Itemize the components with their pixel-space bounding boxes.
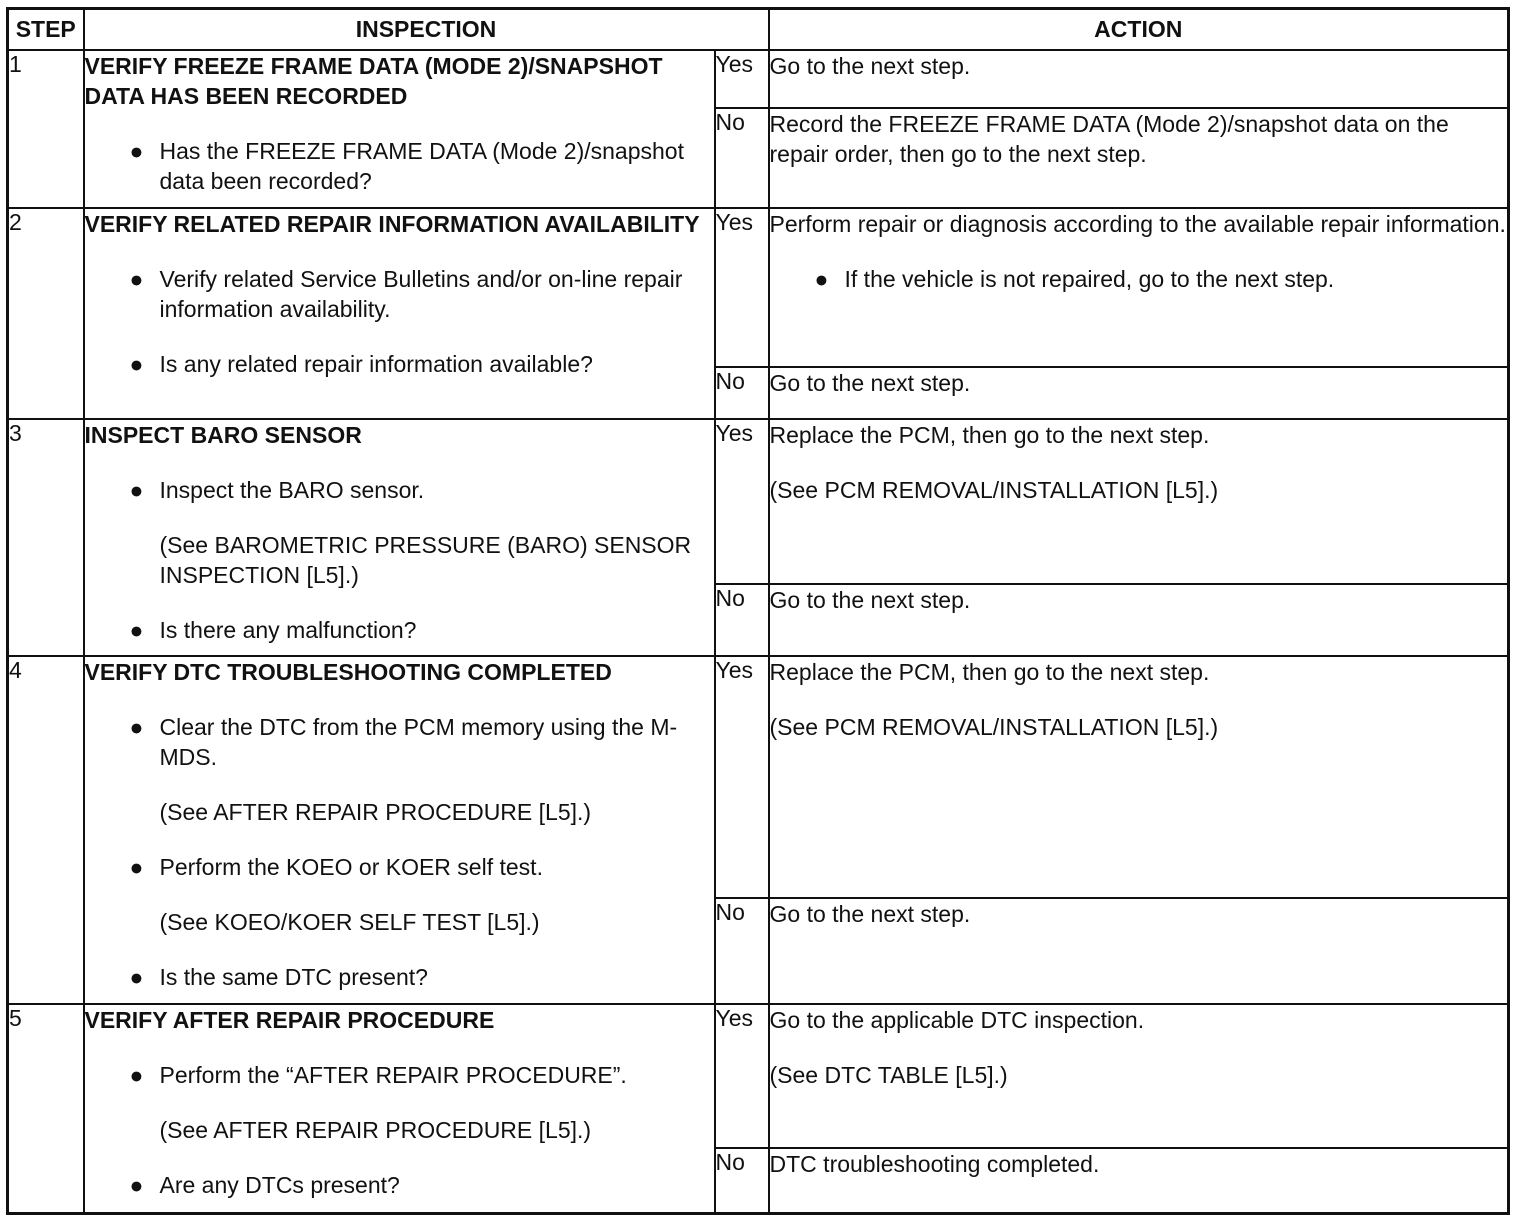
inspection-reference: (See AFTER REPAIR PROCEDURE [L5].) <box>159 1117 592 1143</box>
inspection-cell <box>84 656 715 1004</box>
bullet-dot-icon: ● <box>129 138 144 164</box>
no-action-cell <box>769 584 1509 656</box>
inspection-reference: (See AFTER REPAIR PROCEDURE [L5].) <box>159 799 592 825</box>
inspection-bullet <box>85 475 714 505</box>
no-action-text: Go to the next step. <box>769 587 971 613</box>
inspection-bullet-text: Perform the KOEO or KOER self test. <box>159 854 543 880</box>
inspection-bullet-text: Has the FREEZE FRAME DATA (Mode 2)/snapshot data been recorded? <box>159 138 684 194</box>
yes-action-cell <box>769 50 1509 108</box>
inspection-title: INSPECT BARO SENSOR <box>84 422 362 448</box>
no-action-text: DTC troubleshooting completed. <box>769 1151 1100 1177</box>
bullet-dot-icon: ● <box>129 964 144 990</box>
table-body <box>8 50 1509 1213</box>
yes-action-text: Perform repair or diagnosis according to the available repair information. <box>769 211 1506 237</box>
yes-action-cell <box>769 419 1509 584</box>
inspection-bullet <box>85 264 714 324</box>
no-action-text: Record the FREEZE FRAME DATA (Mode 2)/snapshot data on the repair order, then go to the next step. <box>769 111 1449 167</box>
inspection-bullet <box>85 349 714 379</box>
yes-action-text: Go to the next step. <box>769 53 971 79</box>
inspection-cell <box>84 419 715 656</box>
yes-action-bullet-text: If the vehicle is not repaired, go to the next step. <box>844 266 1335 292</box>
inspection-bullet <box>85 1170 714 1200</box>
inspection-bullet <box>85 962 714 992</box>
header-step: STEP <box>8 9 84 51</box>
yes-action-text: Replace the PCM, then go to the next step. <box>769 422 1210 448</box>
yes-label: Yes <box>715 656 769 898</box>
yes-label: Yes <box>715 419 769 584</box>
step-number: 2 <box>8 208 84 419</box>
inspection-bullet <box>85 136 714 196</box>
inspection-bullet-text: Perform the “AFTER REPAIR PROCEDURE”. <box>159 1062 627 1088</box>
yes-action-bullet <box>770 264 1508 294</box>
no-label: No <box>715 898 769 1004</box>
yes-action-reference: (See PCM REMOVAL/INSTALLATION [L5].) <box>769 714 1219 740</box>
no-action-cell <box>769 108 1509 208</box>
yes-action-cell <box>769 208 1509 367</box>
bullet-dot-icon: ● <box>129 1172 144 1198</box>
inspection-bullet-text: Is any related repair information available? <box>159 351 593 377</box>
no-label: No <box>715 108 769 208</box>
step-number: 4 <box>8 656 84 1004</box>
inspection-bullet <box>85 852 714 882</box>
diagnostic-table <box>6 7 1510 1215</box>
bullet-dot-icon: ● <box>129 477 144 503</box>
no-label: No <box>715 584 769 656</box>
no-action-text: Go to the next step. <box>769 370 971 396</box>
inspection-title: VERIFY FREEZE FRAME DATA (MODE 2)/SNAPSHOT DATA HAS BEEN RECORDED <box>84 53 663 109</box>
inspection-cell <box>84 208 715 419</box>
bullet-dot-icon: ● <box>129 1062 144 1088</box>
inspection-cell <box>84 1004 715 1213</box>
header-action: ACTION <box>769 9 1509 51</box>
bullet-dot-icon: ● <box>129 714 144 740</box>
yes-label: Yes <box>715 1004 769 1148</box>
inspection-reference: (See KOEO/KOER SELF TEST [L5].) <box>159 909 540 935</box>
inspection-title: VERIFY DTC TROUBLESHOOTING COMPLETED <box>84 659 612 685</box>
table-row <box>8 419 1509 584</box>
table-row <box>8 656 1509 898</box>
step-number: 1 <box>8 50 84 208</box>
inspection-bullet-text: Is the same DTC present? <box>159 964 428 990</box>
yes-action-text: Replace the PCM, then go to the next step. <box>769 659 1210 685</box>
header-row <box>8 9 1509 51</box>
yes-action-cell <box>769 1004 1509 1148</box>
inspection-title: VERIFY RELATED REPAIR INFORMATION AVAILABILITY <box>84 211 700 237</box>
inspection-bullet-text: Inspect the BARO sensor. <box>159 477 425 503</box>
inspection-bullet-text: Are any DTCs present? <box>159 1172 400 1198</box>
step-number: 3 <box>8 419 84 656</box>
bullet-dot-icon: ● <box>129 617 144 643</box>
inspection-reference: (See BAROMETRIC PRESSURE (BARO) SENSOR INSPECTION [L5].) <box>159 532 692 588</box>
bullet-dot-icon: ● <box>129 351 144 377</box>
table-row <box>8 50 1509 108</box>
inspection-bullet <box>85 615 714 645</box>
inspection-bullet-text: Is there any malfunction? <box>159 617 417 643</box>
inspection-bullet <box>85 1060 714 1090</box>
no-action-cell <box>769 1148 1509 1213</box>
yes-action-text: Go to the applicable DTC inspection. <box>769 1007 1145 1033</box>
inspection-bullet-text: Verify related Service Bulletins and/or on-line repair information availability. <box>159 266 683 322</box>
bullet-dot-icon: ● <box>129 854 144 880</box>
header-inspection: INSPECTION <box>84 9 769 51</box>
yes-label: Yes <box>715 50 769 108</box>
yes-action-reference: (See PCM REMOVAL/INSTALLATION [L5].) <box>769 477 1219 503</box>
table-row <box>8 1004 1509 1148</box>
inspection-bullet-text: Clear the DTC from the PCM memory using the M-MDS. <box>159 714 678 770</box>
no-label: No <box>715 1148 769 1213</box>
yes-action-reference: (See DTC TABLE [L5].) <box>769 1062 1008 1088</box>
yes-label: Yes <box>715 208 769 367</box>
inspection-title: VERIFY AFTER REPAIR PROCEDURE <box>84 1007 495 1033</box>
yes-action-cell <box>769 656 1509 898</box>
no-action-cell <box>769 367 1509 419</box>
no-action-text: Go to the next step. <box>769 901 971 927</box>
no-action-cell <box>769 898 1509 1004</box>
table-row <box>8 208 1509 367</box>
inspection-cell <box>84 50 715 208</box>
inspection-bullet <box>85 712 714 772</box>
bullet-dot-icon: ● <box>814 266 829 292</box>
no-label: No <box>715 367 769 419</box>
bullet-dot-icon: ● <box>129 266 144 292</box>
step-number: 5 <box>8 1004 84 1213</box>
